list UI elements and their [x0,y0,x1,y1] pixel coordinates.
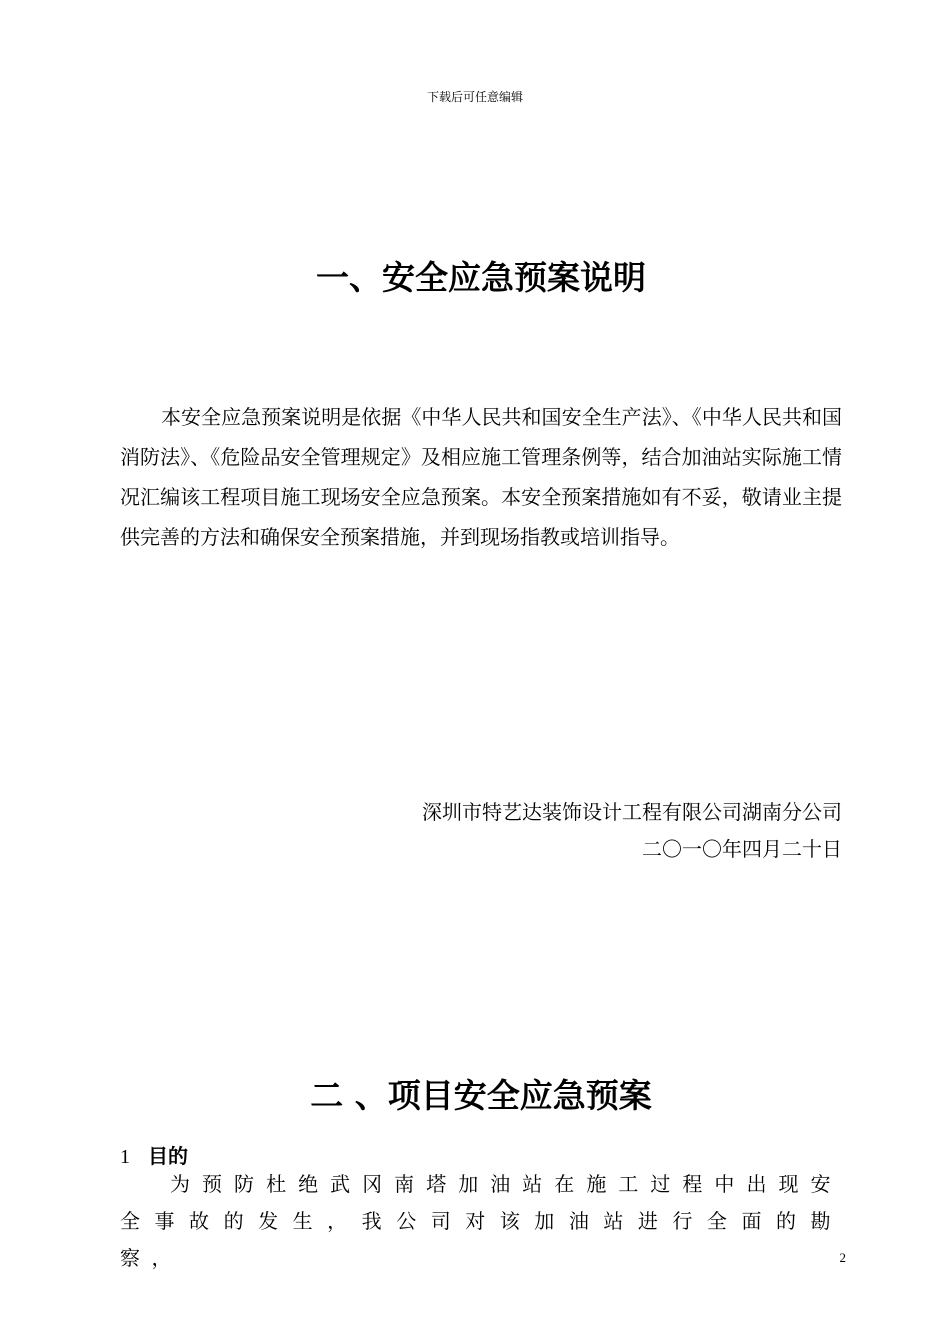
page-header: 下载后可任意编辑 [426,90,523,104]
subsection-number: 1 [120,1146,130,1168]
subsection-label: 目的 [148,1144,188,1168]
intro-paragraph: 本安全应急预案说明是依据《中华人民共和国安全生产法》、《中华人民共和国消防法》、《危险品安全管理规定》及相应施工管理条例等，结合加油站实际施工情况汇编该工程项目施工现场安全应急预案。本安全预案措施如有不妥，敬请业主提供完善的方法和确保安全预案措施，并到现场指教或培训指导。 [120,405,842,549]
signature-company: 深圳市特艺达装饰设计工程有限公司湖南分公司 [422,800,842,824]
section-title-safety-plan-description: 一、安全应急预案说明 [316,258,646,297]
purpose-paragraph: 为预防杜绝武冈南塔加油站在施工过程中出现安全事故的发生，我公司对该加油站进行全面的勘察， [120,1172,842,1270]
signature-date: 二〇一〇年四月二十日 [642,837,842,861]
purpose-paragraph-block [120,1166,842,1277]
section-title-project-safety-plan: 二 、项目安全应急预案 [310,1076,652,1115]
signature-block [422,794,842,868]
page-number: 2 [839,1250,846,1265]
intro-paragraph-block [120,397,842,557]
